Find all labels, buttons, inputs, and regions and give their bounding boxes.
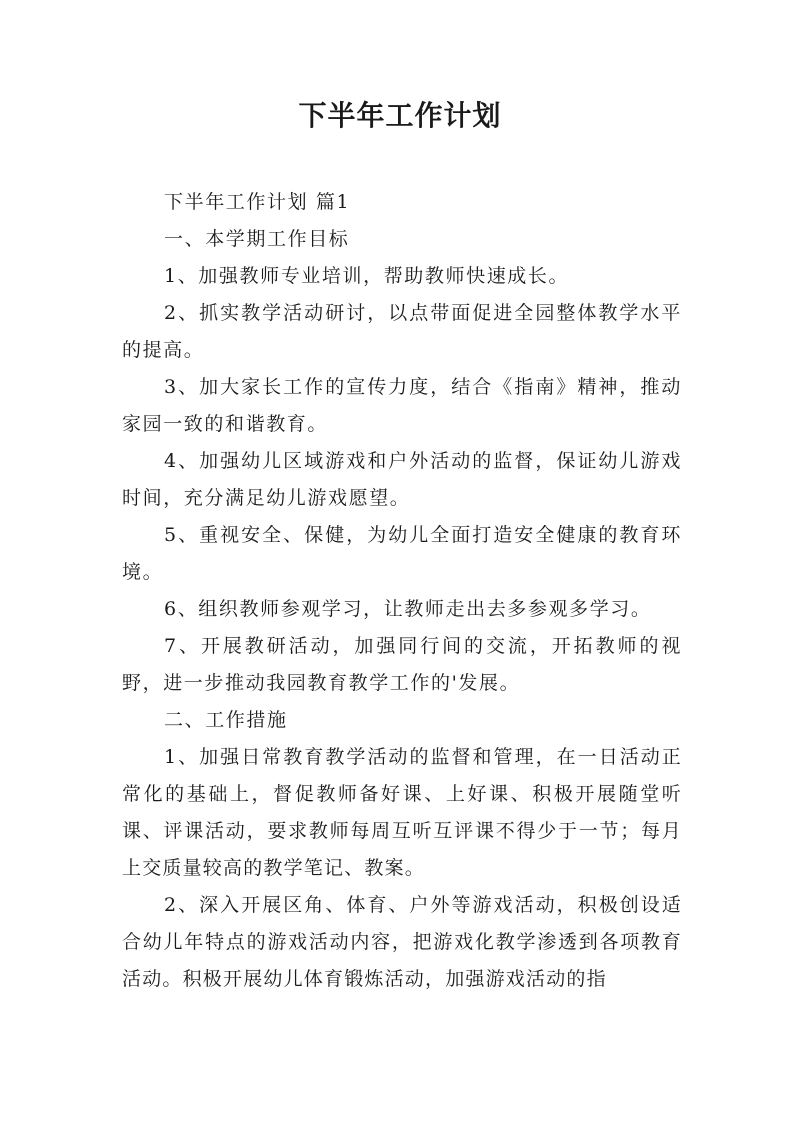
goal-item-7: 7、开展教研活动，加强同行间的交流，开拓教师的视野，进一步推动我园教育教学工作的'发展。 bbox=[122, 635, 682, 694]
goal-item-2: 2、抓实教学活动研讨，以点带面促进全园整体教学水平的提高。 bbox=[122, 302, 682, 361]
goal-item-5: 5、重视安全、保健，为幼儿全面打造安全健康的教育环境。 bbox=[122, 524, 682, 583]
goal-item-3: 3、加大家长工作的宣传力度，结合《指南》精神，推动家园一致的和谐教育。 bbox=[122, 376, 682, 435]
measure-item-1: 1、加强日常教育教学活动的监督和管理，在一日活动正常化的基础上，督促教师备好课、上好课、积极开展随堂听课、评课活动，要求教师每周互听互评课不得少于一节；每月上交质量较高的教学笔记、教案。 bbox=[122, 746, 682, 879]
section-heading-goals: 一、本学期工作目标 bbox=[164, 228, 350, 250]
document-title: 下半年工作计划 bbox=[298, 99, 502, 132]
document-body bbox=[122, 184, 682, 998]
goal-item-4: 4、加强幼儿区域游戏和户外活动的监督，保证幼儿游戏时间，充分满足幼儿游戏愿望。 bbox=[122, 450, 682, 509]
section-heading-part: 下半年工作计划 篇1 bbox=[164, 191, 351, 213]
measure-item-2: 2、深入开展区角、体育、户外等游戏活动，积极创设适合幼儿年特点的游戏活动内容，把游戏化教学渗透到各项教育活动。积极开展幼儿体育锻炼活动，加强游戏活动的指 bbox=[122, 894, 682, 990]
goal-item-6: 6、组织教师参观学习，让教师走出去多参观多学习。 bbox=[164, 598, 652, 620]
section-heading-measures: 二、工作措施 bbox=[164, 709, 288, 731]
goal-item-1: 1、加强教师专业培训，帮助教师快速成长。 bbox=[164, 265, 570, 287]
